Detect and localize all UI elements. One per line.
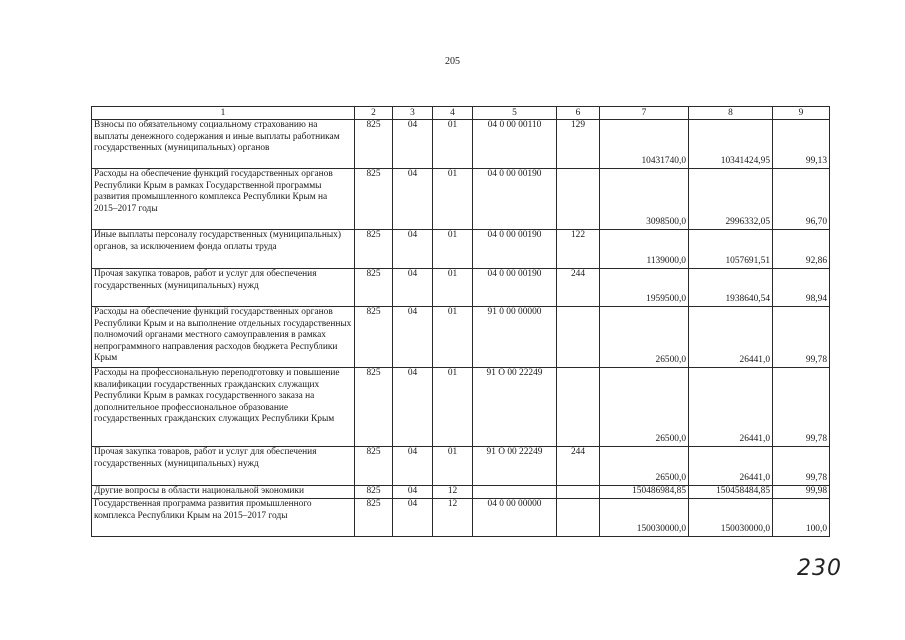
executed-amount: 26441,0 — [689, 368, 773, 447]
section-code: 04 — [393, 169, 433, 230]
target-article-code: 04 0 00 00190 — [473, 269, 557, 307]
ministry-code: 825 — [355, 368, 393, 447]
section-code: 04 — [393, 486, 433, 499]
expense-type-code — [557, 368, 600, 447]
column-header: 3 — [393, 107, 433, 120]
table-row — [92, 269, 830, 307]
planned-amount: 26500,0 — [600, 307, 689, 368]
executed-amount: 26441,0 — [689, 307, 773, 368]
execution-percent: 100,0 — [773, 499, 830, 537]
subsection-code: 12 — [433, 499, 473, 537]
planned-amount: 1139000,0 — [600, 230, 689, 269]
expense-type-code — [557, 169, 600, 230]
executed-amount: 150030000,0 — [689, 499, 773, 537]
executed-amount: 1938640,54 — [689, 269, 773, 307]
page-number: 205 — [445, 56, 460, 67]
planned-amount: 3098500,0 — [600, 169, 689, 230]
target-article-code: 91 0 00 00000 — [473, 307, 557, 368]
section-code: 04 — [393, 499, 433, 537]
target-article-code: 04 0 00 00190 — [473, 169, 557, 230]
table-row — [92, 499, 830, 537]
column-header: 7 — [600, 107, 689, 120]
table-header-row — [92, 107, 830, 120]
subsection-code: 01 — [433, 307, 473, 368]
target-article-code: 04 0 00 00000 — [473, 499, 557, 537]
planned-amount: 150030000,0 — [600, 499, 689, 537]
ministry-code: 825 — [355, 486, 393, 499]
row-description: Расходы на обеспечение функций государственных органов Республики Крым в рамках Государственной программы развития промышленного комплекса Республики Крым на 2015–2017 годы — [92, 169, 355, 230]
column-header: 5 — [473, 107, 557, 120]
execution-percent: 98,94 — [773, 269, 830, 307]
table-row — [92, 486, 830, 499]
column-header: 6 — [557, 107, 600, 120]
target-article-code: 91 О 00 22249 — [473, 447, 557, 486]
executed-amount: 2996332,05 — [689, 169, 773, 230]
executed-amount: 1057691,51 — [689, 230, 773, 269]
ministry-code: 825 — [355, 120, 393, 169]
ministry-code: 825 — [355, 230, 393, 269]
row-description: Прочая закупка товаров, работ и услуг для обеспечения государственных (муниципальных) нужд — [92, 269, 355, 307]
section-code: 04 — [393, 368, 433, 447]
ministry-code: 825 — [355, 269, 393, 307]
expense-type-code: 129 — [557, 120, 600, 169]
executed-amount: 10341424,95 — [689, 120, 773, 169]
expense-type-code: 244 — [557, 269, 600, 307]
table-row — [92, 120, 830, 169]
subsection-code: 01 — [433, 447, 473, 486]
expense-type-code — [557, 307, 600, 368]
execution-percent: 99,78 — [773, 307, 830, 368]
planned-amount: 150486984,85 — [600, 486, 689, 499]
row-description: Расходы на профессиональную переподготовку и повышение квалификации государственных гражданских служащих Республики Крым в рамках государственного заказа на дополнительное профессиональное образование государственных гражданских служащих Республики Крым — [92, 368, 355, 447]
section-code: 04 — [393, 120, 433, 169]
column-header: 4 — [433, 107, 473, 120]
table-row — [92, 447, 830, 486]
column-header: 2 — [355, 107, 393, 120]
expense-type-code — [557, 499, 600, 537]
column-header: 8 — [689, 107, 773, 120]
table-row — [92, 307, 830, 368]
row-description: Взносы по обязательному социальному страхованию на выплаты денежного содержания и иные выплаты работникам государственных (муниципальных) органов — [92, 120, 355, 169]
section-code: 04 — [393, 230, 433, 269]
subsection-code: 01 — [433, 169, 473, 230]
expense-type-code — [557, 486, 600, 499]
section-code: 04 — [393, 307, 433, 368]
execution-percent: 99,13 — [773, 120, 830, 169]
ministry-code: 825 — [355, 169, 393, 230]
planned-amount: 26500,0 — [600, 368, 689, 447]
target-article-code — [473, 486, 557, 499]
row-description: Иные выплаты персоналу государственных (муниципальных) органов, за исключением фонда оплаты труда — [92, 230, 355, 269]
execution-percent: 92,86 — [773, 230, 830, 269]
ministry-code: 825 — [355, 307, 393, 368]
table-row — [92, 368, 830, 447]
budget-table — [91, 106, 830, 537]
row-description: Расходы на обеспечение функций государственных органов Республики Крым и на выполнение отдельных государственных полномочий органами местного самоуправления в рамках непрограммного направления расходов бюджета Республики Крым — [92, 307, 355, 368]
handwritten-page-number: 230 — [797, 556, 842, 581]
target-article-code: 04 0 00 00190 — [473, 230, 557, 269]
table-row — [92, 169, 830, 230]
target-article-code: 04 0 00 00110 — [473, 120, 557, 169]
execution-percent: 99,78 — [773, 368, 830, 447]
expense-type-code: 244 — [557, 447, 600, 486]
execution-percent: 96,70 — [773, 169, 830, 230]
expense-type-code: 122 — [557, 230, 600, 269]
row-description: Государственная программа развития промышленного комплекса Республики Крым на 2015–2017 годы — [92, 499, 355, 537]
column-header: 9 — [773, 107, 830, 120]
ministry-code: 825 — [355, 499, 393, 537]
row-description: Прочая закупка товаров, работ и услуг для обеспечения государственных (муниципальных) нужд — [92, 447, 355, 486]
planned-amount: 10431740,0 — [600, 120, 689, 169]
subsection-code: 01 — [433, 120, 473, 169]
execution-percent: 99,98 — [773, 486, 830, 499]
column-header: 1 — [92, 107, 355, 120]
planned-amount: 1959500,0 — [600, 269, 689, 307]
planned-amount: 26500,0 — [600, 447, 689, 486]
section-code: 04 — [393, 447, 433, 486]
subsection-code: 01 — [433, 368, 473, 447]
executed-amount: 26441,0 — [689, 447, 773, 486]
execution-percent: 99,78 — [773, 447, 830, 486]
subsection-code: 12 — [433, 486, 473, 499]
subsection-code: 01 — [433, 269, 473, 307]
table-row — [92, 230, 830, 269]
ministry-code: 825 — [355, 447, 393, 486]
executed-amount: 150458484,85 — [689, 486, 773, 499]
section-code: 04 — [393, 269, 433, 307]
subsection-code: 01 — [433, 230, 473, 269]
row-description: Другие вопросы в области национальной экономики — [92, 486, 355, 499]
target-article-code: 91 О 00 22249 — [473, 368, 557, 447]
